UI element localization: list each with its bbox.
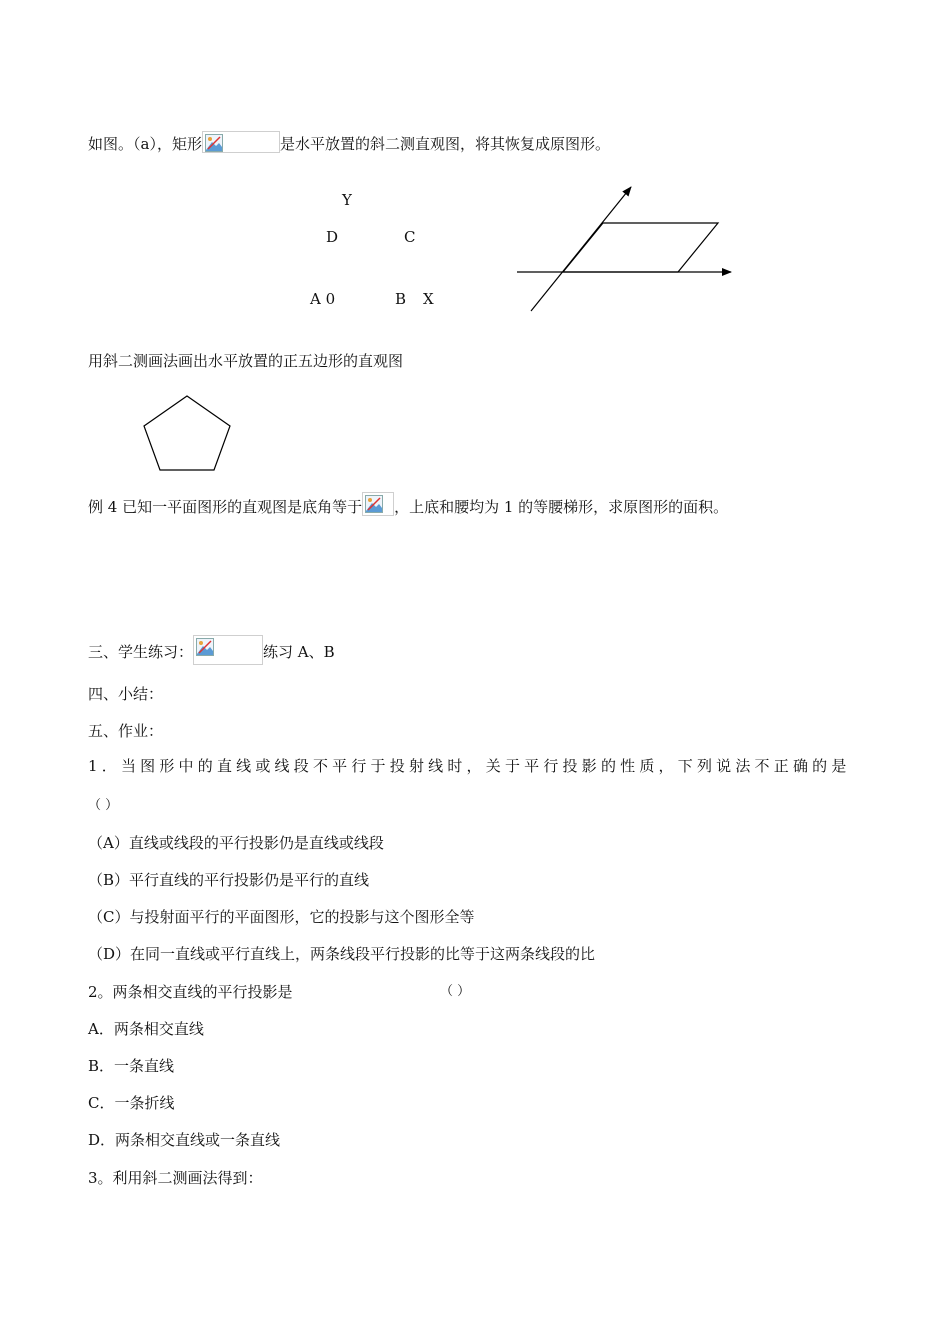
practice-text-after: 练习 A、B: [263, 643, 335, 661]
practice-line: [88, 635, 335, 665]
label-c: C: [404, 228, 416, 246]
broken-image-icon: [193, 635, 263, 665]
broken-image-icon: [202, 131, 280, 153]
q1-stem: 1．当图形中的直线或线段不平行于投射线时，关于平行投影的性质，下列说法不正确的是: [88, 757, 851, 775]
q1-option-a: （A）直线或线段的平行投影仍是直线或线段: [88, 834, 384, 852]
q1-blank: （ ）: [88, 798, 119, 813]
oblique-axes-diagram: [505, 180, 745, 320]
q1-option-b: （B）平行直线的平行投影仍是平行的直线: [88, 871, 370, 889]
q3-stem: 3。利用斜二测画法得到：: [88, 1169, 263, 1187]
label-x: X: [423, 290, 434, 308]
intro-text-before: 如图。（a），矩形: [88, 135, 202, 153]
homework-heading: 五、作业：: [88, 722, 164, 740]
broken-image-icon: [362, 492, 394, 516]
q2-stem: 2。两条相交直线的平行投影是: [88, 983, 293, 1001]
pentagon-figure: [138, 392, 236, 476]
label-b: B: [395, 290, 407, 308]
example4-text-before: 例 4 已知一平面图形的直观图是底角等于: [88, 498, 363, 516]
q2-option-c: C．一条折线: [88, 1094, 175, 1112]
q2-option-a: A．两条相交直线: [88, 1020, 204, 1038]
example4-text-after: ，上底和腰均为 1 的等腰梯形，求原图形的面积。: [394, 498, 729, 516]
q2-blank: （ ）: [440, 984, 471, 999]
q2-option-d: D．两条相交直线或一条直线: [88, 1131, 281, 1149]
summary-heading: 四、小结：: [88, 685, 164, 703]
intro-line: [88, 131, 610, 154]
q2-option-b: B．一条直线: [88, 1057, 175, 1075]
label-d: D: [326, 228, 339, 246]
example4-line: [88, 492, 728, 517]
practice-text-before: 三、学生练习：: [88, 643, 194, 661]
q1-option-c: （C）与投射面平行的平面图形，它的投影与这个图形全等: [88, 908, 475, 926]
y-axis: [531, 187, 631, 311]
pentagon-task: 用斜二测画法画出水平放置的正五边形的直观图: [88, 352, 404, 370]
label-y: Y: [342, 191, 352, 209]
intro-text-after: 是水平放置的斜二测直观图，将其恢复成原图形。: [279, 135, 610, 153]
parallelogram: [563, 223, 718, 272]
label-a0: A 0: [310, 290, 336, 308]
q1-option-d: （D）在同一直线或平行直线上，两条线段平行投影的比等于这两条线段的比: [88, 945, 596, 963]
